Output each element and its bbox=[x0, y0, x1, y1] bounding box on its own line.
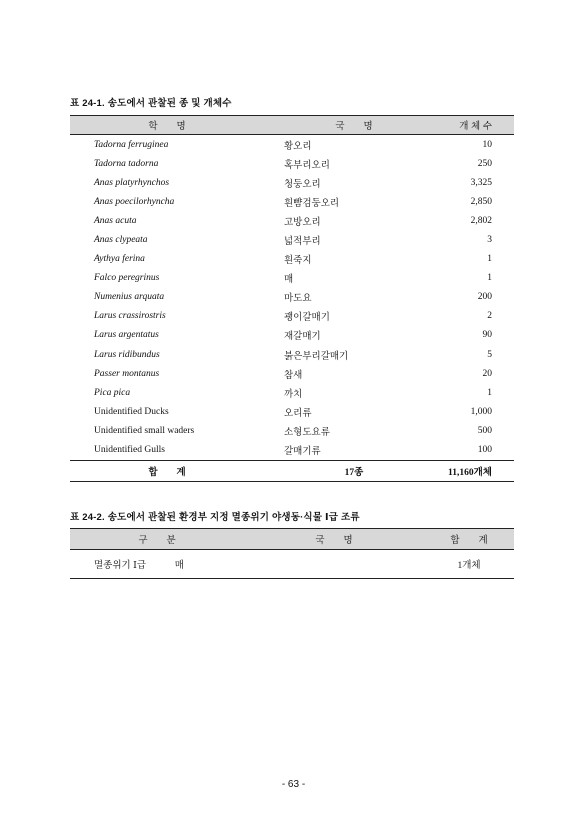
table-row bbox=[70, 441, 514, 461]
scientific-name-cell: Anas platyrhynchos bbox=[94, 177, 170, 188]
table-row bbox=[70, 192, 514, 211]
scientific-name-cell: Passer montanus bbox=[94, 368, 160, 379]
korean-name-cell: 까치 bbox=[284, 389, 303, 400]
header-korean-name: 국 명 bbox=[264, 116, 444, 135]
count-cell: 100 bbox=[477, 445, 492, 456]
total-count: 11,160개체 bbox=[444, 460, 514, 481]
table-row bbox=[70, 173, 514, 192]
korean-name-cell: 괭이갈매기 bbox=[284, 313, 330, 324]
count-cell: 90 bbox=[482, 330, 492, 341]
table-row bbox=[70, 230, 514, 249]
korean-name-cell: 혹부리오리 bbox=[284, 160, 330, 171]
korean-name-cell: 고방오리 bbox=[284, 217, 321, 228]
korean-name-cell: 소형도요류 bbox=[284, 427, 330, 438]
scientific-name-cell: Larus crassirostris bbox=[94, 311, 166, 322]
korean-name-cell: 매 bbox=[284, 275, 294, 286]
header-category: 구 분 bbox=[70, 529, 244, 550]
scientific-name-cell: Unidentified Ducks bbox=[94, 406, 169, 417]
table1-caption: 표 24-1. 송도에서 관찰된 종 및 개체수 bbox=[70, 98, 232, 109]
count-cell: 10 bbox=[482, 139, 492, 150]
table-row bbox=[70, 364, 514, 383]
header-count: 개 체 수 bbox=[444, 116, 514, 135]
count-cell: 2,802 bbox=[470, 215, 492, 226]
korean-name-cell: 갈매기류 bbox=[284, 447, 321, 458]
count-cell: 5 bbox=[487, 349, 492, 360]
count-cell: 2,850 bbox=[470, 196, 492, 207]
total-cell: 1개체 bbox=[424, 550, 514, 579]
table1-total-row bbox=[70, 460, 514, 481]
korean-name-cell: 참새 bbox=[284, 370, 303, 381]
table-row bbox=[70, 211, 514, 230]
table-row bbox=[70, 402, 514, 421]
count-cell: 3,325 bbox=[470, 177, 492, 188]
korean-name-cell: 넓적부리 bbox=[284, 237, 321, 248]
table2-header-row bbox=[70, 529, 514, 550]
table-row bbox=[70, 135, 514, 155]
korean-name-cell: 마도요 bbox=[284, 294, 312, 305]
table2-caption: 표 24-2. 송도에서 관찰된 환경부 지정 멸종위기 야생동·식물 Ⅰ급 조류 bbox=[70, 512, 360, 523]
scientific-name-cell: Unidentified small waders bbox=[94, 425, 195, 436]
scientific-name-cell: Larus argentatus bbox=[94, 330, 159, 341]
korean-name-cell: 황오리 bbox=[284, 141, 312, 152]
count-cell: 20 bbox=[482, 368, 492, 379]
table-row bbox=[70, 269, 514, 288]
scientific-name-cell: Anas poecilorhyncha bbox=[94, 196, 175, 207]
table-row bbox=[70, 383, 514, 402]
korean-name-cell: 청둥오리 bbox=[284, 179, 321, 190]
endangered-species-table bbox=[70, 528, 514, 579]
count-cell: 200 bbox=[477, 292, 492, 303]
scientific-name-cell: Aythya ferina bbox=[94, 254, 145, 265]
table-row bbox=[70, 550, 514, 579]
header-scientific-name: 학 명 bbox=[70, 116, 264, 135]
table-row bbox=[70, 345, 514, 364]
table-row bbox=[70, 288, 514, 307]
korean-name-cell: 흰죽지 bbox=[284, 256, 312, 267]
scientific-name-cell: Pica pica bbox=[94, 387, 131, 398]
korean-name-cell: 오리류 bbox=[284, 408, 312, 419]
scientific-name-cell: Tadorna tadorna bbox=[94, 158, 159, 169]
count-cell: 2 bbox=[487, 311, 492, 322]
count-cell: 250 bbox=[477, 158, 492, 169]
korean-name-cell: 흰뺨검둥오리 bbox=[284, 198, 340, 209]
scientific-name-cell: Larus ridibundus bbox=[94, 349, 160, 360]
species-name-text: 매 bbox=[174, 561, 184, 571]
table-row bbox=[70, 421, 514, 440]
count-cell: 1 bbox=[487, 254, 492, 265]
page-number: - 63 - bbox=[281, 779, 306, 790]
species-count-table bbox=[70, 115, 514, 482]
header-total: 합 계 bbox=[424, 529, 514, 550]
scientific-name-cell: Tadorna ferruginea bbox=[94, 139, 169, 150]
table-row bbox=[70, 154, 514, 173]
count-cell: 1 bbox=[487, 273, 492, 284]
scientific-name-cell: Falco peregrinus bbox=[94, 273, 160, 284]
category-cell bbox=[70, 550, 244, 579]
korean-name-cell: 붉은부리갈매기 bbox=[284, 351, 349, 362]
name-cell bbox=[244, 550, 424, 579]
count-cell: 3 bbox=[487, 235, 492, 246]
total-species: 17종 bbox=[264, 460, 444, 481]
table-row bbox=[70, 326, 514, 345]
scientific-name-cell: Anas acuta bbox=[94, 215, 137, 226]
scientific-name-cell: Numenius arquata bbox=[94, 292, 165, 303]
table1-header-row bbox=[70, 116, 514, 135]
korean-name-cell: 재갈매기 bbox=[284, 332, 321, 343]
count-cell: 1 bbox=[487, 387, 492, 398]
count-cell: 1,000 bbox=[470, 406, 492, 417]
header-name: 국 명 bbox=[244, 529, 424, 550]
table-row bbox=[70, 250, 514, 269]
scientific-name-cell: Unidentified Gulls bbox=[94, 445, 165, 456]
table-row bbox=[70, 307, 514, 326]
count-cell: 500 bbox=[477, 425, 492, 436]
category-text: 멸종위기 Ⅰ급 bbox=[94, 561, 147, 571]
scientific-name-cell: Anas clypeata bbox=[94, 235, 148, 246]
total-label: 합 계 bbox=[70, 460, 264, 481]
